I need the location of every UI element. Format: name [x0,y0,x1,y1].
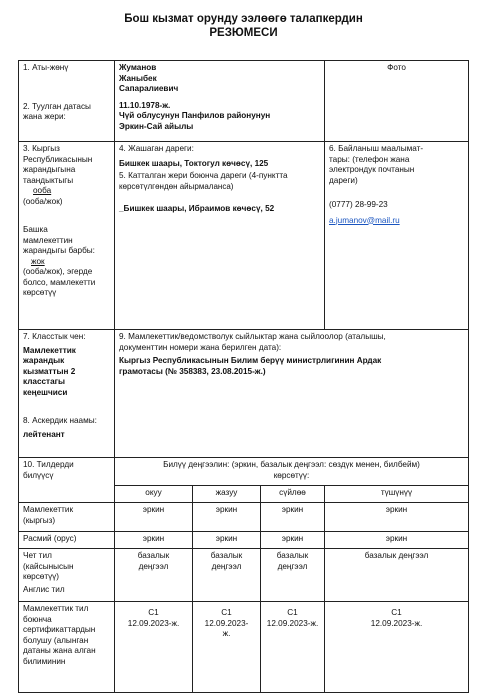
languages-label-2: билүүсү [23,470,54,480]
cert-write-level: С1 [221,608,232,617]
class-rank-value-1: Мамлекеттик [23,345,76,355]
birth-date: 11.10.1978-ж. [119,100,171,110]
other-citizenship-value: жок [31,256,45,266]
birth-place-1: Чүй облусунун Панфилов районунун [119,111,271,120]
cell-class-rank [18,329,115,458]
contacts-label-3: электрондук почтанын [329,165,415,174]
foreign-write-b: деңгээл [211,561,242,571]
cert-label-1: Мамлекеттик тил [23,604,89,613]
foreign-speak [260,548,325,602]
cert-read-level: С1 [148,608,159,617]
state-speak: эркин [260,502,325,532]
military-rank-value: лейтенант [23,429,65,439]
reg-address-label-2: көрсөтүлгөндөн айырмаланса) [119,181,234,191]
military-rank-label: 8. Аскердик наамы: [23,416,97,425]
other-citizenship-label-1: Башка [23,225,48,234]
foreign-read-a: базалык [137,551,170,560]
document-subtitle: РЕЗЮМЕСИ [209,27,278,39]
state-lang-label-2: (кыргыз) [23,515,56,525]
citizenship-label-1: 3. Кыргыз [23,144,60,153]
citizenship-value: ооба [33,186,52,195]
col-understand: түшүнүү [324,485,469,503]
ru-read: эркин [114,531,193,549]
awards-value-1: Кыргыз Республикасынын Билим берүү министрлигинин Ардак [119,356,382,365]
birth-label-1: 2. Туулган датасы [23,101,91,111]
cert-understand [324,601,469,693]
foreign-label-2: (кайсынысын [23,561,74,571]
patronymic: Сапаралиевич [119,84,179,93]
cert-read [114,601,193,693]
citizenship-label-4: таандыктыгы [23,175,74,185]
cert-label-2: боюнча [23,614,52,624]
foreign-understand [324,548,469,602]
contacts-label-1: 6. Байланыш маалымат- [329,144,424,153]
state-write: эркин [192,502,261,532]
row-foreign-label [18,548,115,602]
class-rank-value-3: кызматтын 2 [23,366,76,376]
cert-write-date-b: ж. [222,629,231,638]
contacts-label-4: дареги) [329,175,358,185]
row-ru-label: Расмий (орус) [18,531,115,549]
first-name: Жаныбек [119,73,157,83]
row-state-label [18,502,115,532]
birth-label-2: жана жери: [23,112,66,121]
cell-languages-header [114,457,469,486]
cert-speak [260,601,325,693]
foreign-speak-b: деңгээл [277,561,308,571]
citizenship-hint: (ооба/жок) [23,196,63,206]
birth-place-2: Эркин-Сай айылы [119,121,194,131]
cert-understand-level: С1 [391,608,402,617]
languages-header-1: Билүү деңгээлин: (эркин, базалык деңгээл: сөздүк менен, билбейм) [163,460,420,469]
foreign-speak-a: базалык [276,551,309,560]
foreign-label-1: Чет тил [23,551,52,560]
cert-label-3: сертификаттардын [23,625,96,634]
awards-value-2: грамотасы (№ 358383, 23.08.2015-ж.) [119,366,266,376]
email-link[interactable]: a.jumanov@mail.ru [329,215,400,225]
class-rank-value-5: кеңешчиси [23,387,68,397]
state-understand: эркин [324,502,469,532]
surname: Жуманов [119,63,157,72]
other-citizenship-hint-1: (ооба/жок), эгерде [23,267,93,276]
other-citizenship-hint-2: болсо, мамлекетти [23,277,96,287]
state-lang-label-1: Мамлекеттик [23,505,74,514]
name-label: 1. Аты-жөнү [23,63,69,72]
cell-name-label [18,60,115,142]
address-label: 4. Жашаган дареги: [119,144,194,153]
awards-label-2: документтин номери жана берилген дата): [119,342,282,352]
cell-awards [114,329,469,458]
row-cert-label [18,601,115,693]
reg-address-value: _Бишкек шаары, Ибраимов көчөсү, 52 [119,203,275,213]
cert-label-4: болушу (алынган [23,635,89,645]
foreign-write-a: базалык [210,551,243,560]
class-rank-label: 7. Класстык чен: [23,332,86,341]
phone-number: (0777) 28-99-23 [329,200,388,209]
photo-label: Фото [387,63,406,72]
address-value: Бишкек шаары, Токтогул көчөсү, 125 [119,158,269,168]
state-read: эркин [114,502,193,532]
awards-label-1: 9. Мамлекеттик/ведомстволук сыйлыктар жана сыйлоолор (аталышы, [119,332,386,341]
class-rank-value-4: класстагы [23,377,66,386]
cell-citizenship [18,141,115,330]
other-citizenship-hint-3: көрсөтүү [23,288,57,297]
ru-speak: эркин [260,531,325,549]
cert-write [192,601,261,693]
col-write: жазуу [192,485,261,503]
cert-read-date: 12.09.2023-ж. [127,618,180,628]
other-citizenship-label-3: жарандыгы барбы: [23,246,95,255]
citizenship-label-3: жарандыгына [23,165,76,174]
citizenship-label-2: Республикасынын [23,154,93,164]
ru-understand: эркин [324,531,469,549]
cell-name-value [114,60,325,142]
document-title: Бош кызмат орунду ээлөөгө талапкердин [124,13,363,25]
cell-languages-label [18,457,115,503]
cell-contacts [324,141,469,330]
col-read: окуу [114,485,193,503]
cell-address [114,141,325,330]
cert-speak-level: С1 [287,608,298,617]
reg-address-label-1: 5. Катталган жери боюнча дареги (4-пунктта [119,171,288,180]
foreign-read [114,548,193,602]
cert-speak-date: 12.09.2023-ж. [266,618,319,628]
foreign-understand-a: базалык деңгээл [364,551,429,560]
cell-photo [324,60,469,142]
cert-write-date: 12.09.2023- [204,618,249,628]
ru-write: эркин [192,531,261,549]
foreign-read-b: деңгээл [138,561,169,571]
cert-understand-date: 12.09.2023-ж. [370,618,423,628]
col-speak: сүйлөө [260,485,325,503]
foreign-language-name: Англис тил [23,584,65,594]
cert-label-5: датаны жана алган [23,646,96,655]
class-rank-value-2: жарандык [23,356,65,365]
contacts-label-2: тары: (телефон жана [329,154,410,164]
foreign-label-3: көрсөтүү) [23,572,60,581]
languages-header-2: көрсөтүү: [273,470,310,480]
foreign-write [192,548,261,602]
cert-label-6: билиминин [23,656,66,666]
languages-label-1: 10. Тилдерди [23,460,74,469]
other-citizenship-label-2: мамлекеттин [23,235,73,245]
